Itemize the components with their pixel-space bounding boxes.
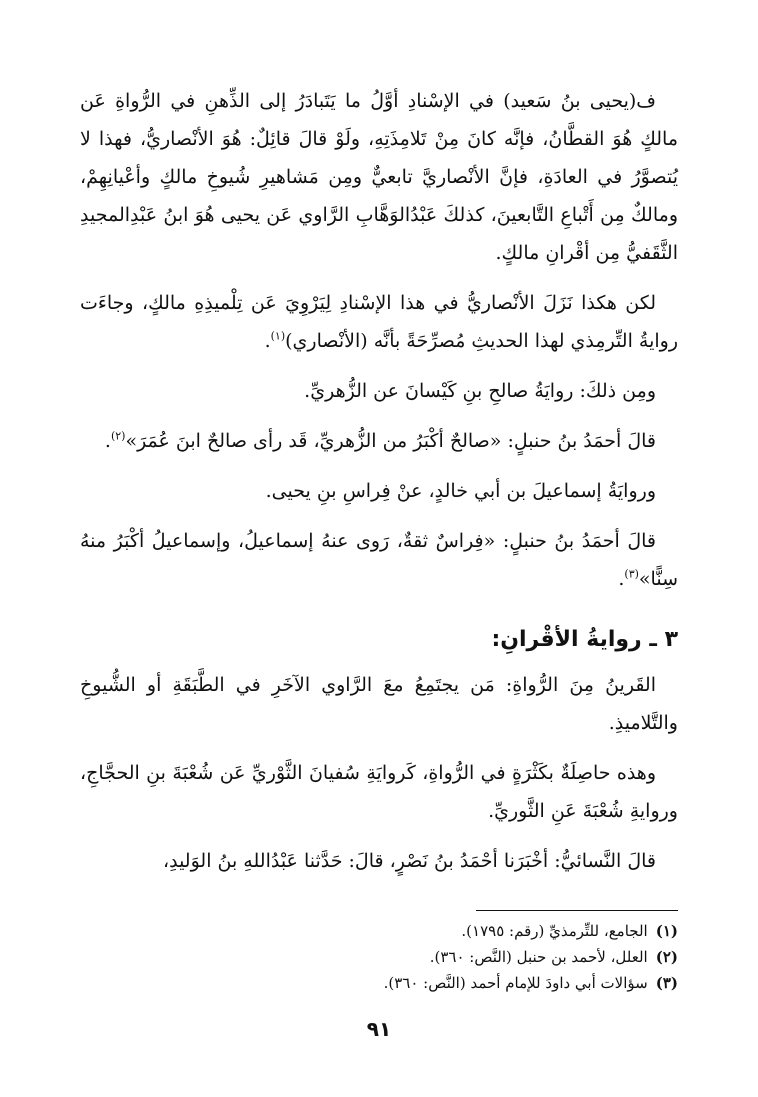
paragraph-nasai — [80, 842, 678, 880]
footnote-number: (٢) — [655, 948, 678, 966]
paragraph-ahmad-quote-salih — [80, 422, 678, 460]
paragraph-text: ف(يحيى بنُ سَعيد) في الإسْنادِ أوَّلُ ما يَتَبادَرُ إلى الذِّهنِ في الرُّواةِ عَن مالكٍ هُوَ القطَّانُ، فإنَّه كانَ مِنْ تَلامِذَتِهِ، ولَوْ قالَ قائِلٌ: هُوَ الأنْصاريُّ، فهذا لا يُتصوَّرُ في العادَةِ، فإنَّ الأنْصاريَّ تابعيٌّ ومِن مَشاهيرِ شُيوخِ مالكٍ وأعْيانِهِمْ، ومالكٌ مِن أَتْباعِ التَّابعينَ، كذلكَ عَبْدُالوَهَّابِ الرَّاوي عَن يحيى هُوَ ابنُ عَبْدِالمجيدِ الثَّقَفيُّ مِن أقْرانِ مالكٍ. — [80, 90, 678, 264]
footnote-ref-1[interactable]: (١) — [270, 329, 286, 343]
footnote-ref-3[interactable]: (٣) — [624, 567, 639, 581]
footnote-number: (١) — [655, 922, 678, 940]
paragraph-salih-ibn-kaysan — [80, 372, 678, 410]
section-heading: ٣ ـ روايةُ الأقْرانِ: — [491, 627, 678, 652]
paragraph-thawri-shuba — [80, 754, 678, 830]
footnote-3 — [80, 970, 678, 996]
paragraph-text: قالَ النَّسائيُّ: أخْبَرَنا أحْمَدُ بنُ نَصْرٍ، قالَ: حَدَّثنا عَبْدُاللهِ بنُ الوَليدِ، — [162, 850, 656, 872]
footnote-divider — [476, 910, 678, 911]
period: . — [104, 430, 111, 452]
footnotes — [80, 918, 678, 996]
paragraph-qarin-definition — [80, 666, 678, 742]
period: . — [618, 568, 625, 590]
footnote-text: الجامع، للتِّرمذيِّ (رقم: ١٧٩٥). — [461, 922, 648, 940]
paragraph-ansari-nazala — [80, 284, 678, 360]
period: . — [264, 330, 271, 352]
footnote-2 — [80, 944, 678, 970]
paragraph-ahmad-quote-firas — [80, 522, 678, 598]
paragraph-text: قالَ أحمَدُ بنُ حنبلٍ: «صالحٌ أكْبَرُ من الزُّهريِّ، قَد رأى صالحٌ ابنَ عُمَرَ» — [125, 430, 656, 452]
paragraph-text: القَرينُ مِنَ الرُّواةِ: مَن يجتَمِعُ معَ الرَّاوي الآخَرِ في الطَّبَقَةِ أو الشُّيوخِ والتَّلاميذِ. — [80, 674, 678, 734]
paragraph-text: ومِن ذلكَ: روايَةُ صالحِ بنِ كَيْسانَ عن الزُّهريِّ. — [304, 380, 656, 402]
paragraph-text: وهذه حاصِلَةٌ بكَثْرَةٍ في الرُّواةِ، كَروايَةِ سُفيانَ الثَّوْريِّ عَن شُعْبَةَ بنِ الحجَّاجِ، وروايةِ شُعْبَةَ عَنِ الثَّوريِّ. — [80, 762, 678, 822]
paragraph-ismail-firas — [80, 472, 678, 510]
paragraph-text: لكن هكذا نَزَلَ الأنْصاريُّ في هذا الإسْنادِ لِيَرْوِيَ عَن تِلْميذِهِ مالكٍ، وجاءَت روايةُ التِّرمِذي لهذا الحديثِ مُصرِّحَةً بأنَّه (الأنْصاري) — [80, 292, 678, 352]
footnote-1 — [80, 918, 678, 944]
paragraph-yahya-ibn-said — [80, 82, 678, 272]
footnote-ref-2[interactable]: (٢) — [110, 429, 126, 443]
footnote-text: سؤالات أبي داودَ للإمام أحمد (النَّص: ٣٦٠). — [383, 974, 648, 992]
footnote-number: (٣) — [655, 974, 678, 992]
paragraph-text: قالَ أحمَدُ بنُ حنبلٍ: «فِراسٌ ثقةٌ، رَوى عنهُ إسماعيلُ، وإسماعيلُ أكْبَرُ منهُ سِنًّا» — [80, 530, 678, 590]
page-number: ٩١ — [366, 1017, 392, 1041]
footnote-text: العلل، لأحمد بن حنبل (النَّص: ٣٦٠). — [429, 948, 648, 966]
paragraph-text: وروايَةُ إسماعيلَ بن أبي خالدٍ، عنْ فِراسِ بنِ يحيى. — [265, 480, 656, 502]
